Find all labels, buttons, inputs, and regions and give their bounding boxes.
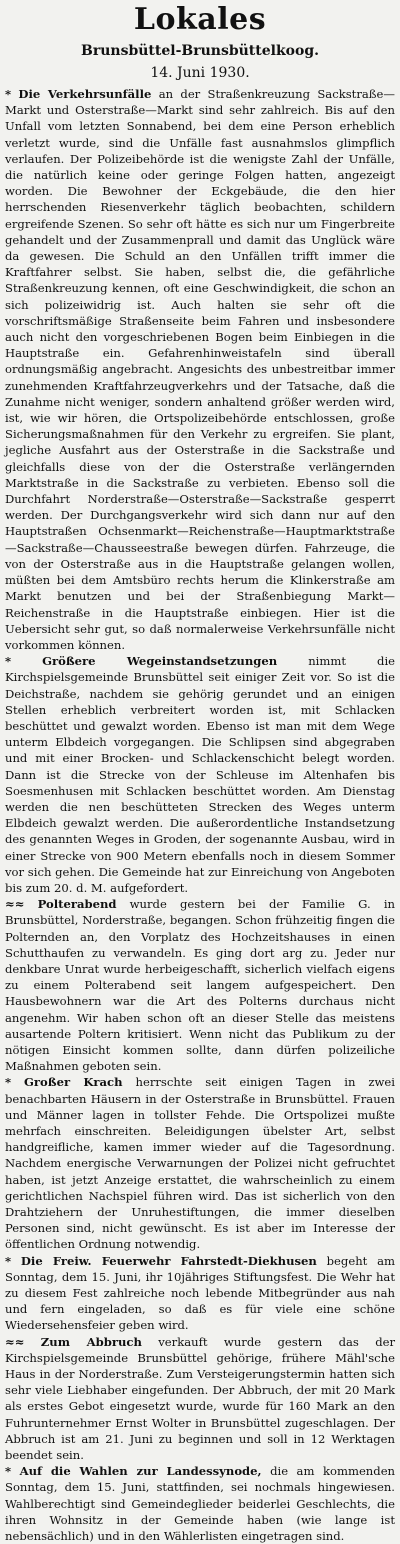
article-body: die am kommenden Sonntag, dem 15. Juni, stattfinden, sei nochmals hingewiesen. Wahlberechtigt sind Gemeindeglieder beiderlei Geschlechts, die ihren Wohnsitz in der Gemeinde haben (wie lange ist nebensächlich) und in den Wählerlisten eingetragen sind. (5, 1464, 396, 1544)
article-body: begeht am Sonntag, dem 15. Juni, ihr 10jähriges Stiftungsfest. Die Wehr hat zu diesem Fest zahlreiche noch lebende Mitbegründer aus nah und fern eingeladen, so daß es für viele eine schöne Wiedersehensfeier geben wird. (5, 1253, 396, 1333)
article-body: herrschte seit einigen Tagen in zwei benachbarten Häusern in der Osterstraße in Brunsbüttel. Frauen und Männer lagen in tollster Fehde. Die Ortspolizei mußte mehrfach einschreiten. Beleidigungen übelster Art, selbst handgreifliche, kamen immer wieder auf die Tagesordnung. Nachdem energische Verwarnungen der Polizei nicht gefruchtet haben, ist jetzt Anzeige erstattet, die wahrscheinlich zu einem gerichtlichen Nachspiel führen wird. Das ist sicherlich von den Drahtziehern der Unruhestiftungen, die immer dieselben Personen sind, nicht gewünscht. Es ist aber im Interesse der öffentlichen Ordnung notwendig. (5, 1075, 395, 1252)
news-column (5, 86, 395, 1544)
article-fire-brigade (5, 1253, 395, 1334)
article-headline: Die Verkehrsunfälle (18, 87, 152, 101)
article-headline: Größere Wegeinstandsetzungen (42, 654, 278, 669)
article-headline: Polterabend (37, 897, 117, 912)
article-body: an der Straßenkreuzung Sackstraße—Markt und Osterstraße—Markt sind sehr zahlreich. Bis auf den Unfall vom letzten Sonnabend, bei dem eine Person erheblich verletzt wurde, sind die Unfälle fast ausnahmslos glimpflich verlaufen. Der Polizeibehörde ist die wenigste Zahl der Unfälle, die natürlich keine oder geringe Folgen hatten, angezeigt worden. Die Bewohner der Eckgebäude, die den hier herrschenden Riesenverkehr täglich beobachten, schildern ergreifende Szenen. So sehr oft hätte es sich nur um Fingerbreite gehandelt und der Zusammenprall und damit das Unglück wäre da gewesen. Die Schuld an den Unfällen trifft immer die Kraftfahrer selbst. Sie haben, selbst die, die gefährliche Straßenkreuzung kennen, oft eine Geschwindigkeit, die schon an sich polizeiwidrig ist. Auch halten sie sehr oft die vorschriftsmäßige Straßenseite beim Fahren und insbesondere auch nicht den vorgeschriebenen Bogen beim Einbiegen in die Hauptstraße ein. Gefahrenhinweistafeln sind überall ordnungsmäßig angebracht. Angesichts des unbestreitbar immer zunehmenden Kraftfahrzeugverkehrs und der Tatsache, daß die Zunahme nicht weniger, sondern anhaltend größer werden wird, ist, wie wir hören, die Ortspolizeibehörde entschlossen, große Sicherungsmaßnahmen für den Verkehr zu ergreifen. Sie plant, jegliche Ausfahrt aus der Osterstraße in die Sackstraße und gleichfalls diese von der die Osterstraße verlängernden Marktstraße in die Sackstraße zu verbieten. Ebenso soll die Durchfahrt Norderstraße—Osterstraße—Sackstraße gesperrt werden. Der Durchgangsverkehr wird sich dann nur auf den Hauptstraßen Ochsenmarkt—Reichenstraße—Hauptmarktstraße—Sackstraße—Chausseestraße bewegen dürfen. Fahrzeuge, die von der Osterstraße aus in die Hauptstraße gelangen wollen, müßten bei dem Amtsbüro rechts herum die Klinkerstraße am Markt benutzen und bei der Straßenbiegung Markt—Reichenstraße in die Hauptstraße einbiegen. Hier ist die Uebersicht sehr gut, so daß normalerweise Verkehrsunfälle nicht vorkommen können. (5, 87, 395, 652)
article-body: wurde gestern bei der Familie G. in Brunsbüttel, Norderstraße, begangen. Schon frühzeitig fingen die Polternden an, den Vorplatz des Hochzeitshauses in einen Schutthaufen zu verwandeln. Es ging dort arg zu. Jeder nur denkbare Unrat wurde herbeigeschafft, sicherlich vielfach eigens zu einem Polterabend seit langem aufgespeichert. Den Hausbewohnern war die Art des Polterns durchaus nicht angenehm. Wir haben schon oft an dieser Stelle das meistens ausartende Poltern kritisiert. Wenn nicht das Publikum zu der nötigen Einsicht kommen sollte, dann dürfen polizeiliche Maßnahmen geboten sein. (5, 897, 395, 1074)
issue-date: 14. Juni 1930. (150, 65, 250, 81)
article-synod-elections (5, 1463, 395, 1544)
article-headline: Zum Abbruch (40, 1334, 142, 1349)
article-road-repairs (5, 653, 395, 896)
article-marker: * (5, 1075, 12, 1090)
article-traffic-accidents (5, 86, 395, 653)
article-marker: ≈≈ (5, 897, 25, 912)
article-big-quarrel (5, 1074, 395, 1252)
section-title: Lokales (133, 2, 267, 37)
article-headline: Großer Krach (24, 1075, 123, 1090)
article-marker: * (5, 1253, 12, 1268)
section-subtitle: Brunsbüttel-Brunsbüttelkoog. (81, 43, 319, 59)
article-marker: * (5, 87, 12, 101)
article-body: nimmt die Kirchspielsgemeinde Brunsbüttel seit einiger Zeit vor. So ist die Deichstraße, nachdem sie gehörig gerundet und an einigen Stellen erheblich verbreitert worden ist, mit Schlacken beschüttet und gewalzt worden. Ebenso ist man mit dem Wege unterm Elbdeich vorgegangen. Die Schlipsen sind abgegraben und mit einer Brocken- und Schlackenschicht belegt worden. Dann ist die Strecke von der Schleuse im Altenhafen bis Soesmenhusen mit Schlacken beschüttet worden. Am Dienstag werden die nen beschütteten Strecken des Weges unterm Elbdeich gewalzt werden. Die außerordentliche Instandsetzung des genannten Weges in Groden, der sogenannte Ausbau, wird in einer Strecke von 900 Metern ebenfalls noch in diesem Sommer vor sich gehen. Die Gemeinde hat zur Einreichung von Angeboten bis zum 20. d. M. aufgefordert. (5, 654, 396, 895)
article-body: verkauft wurde gestern das der Kirchspielsgemeinde Brunsbüttel gehörige, frühere Mähl'sche Haus in der Norderstraße. Zum Versteigerungstermin hatten sich sehr viele Liebhaber eingefunden. Der Abbruch, der mit 20 Mark als erstes Gebot eingesetzt wurde, wurde für 160 Mark an den Fuhrunternehmer Ernst Wolter in Brunsbüttel zugeschlagen. Der Abbruch ist am 21. Juni zu beginnen und soll in 12 Werktagen beendet sein. (5, 1334, 396, 1463)
article-headline: Auf die Wahlen zur Landessynode, (19, 1464, 262, 1479)
article-marker: ≈≈ (5, 1334, 25, 1349)
article-polterabend (5, 896, 395, 1074)
article-marker: * (5, 1464, 12, 1479)
article-marker: * (5, 654, 12, 669)
article-headline: Die Freiw. Feuerwehr Fahrstedt-Diekhusen (20, 1253, 317, 1268)
article-demolition (5, 1334, 395, 1464)
